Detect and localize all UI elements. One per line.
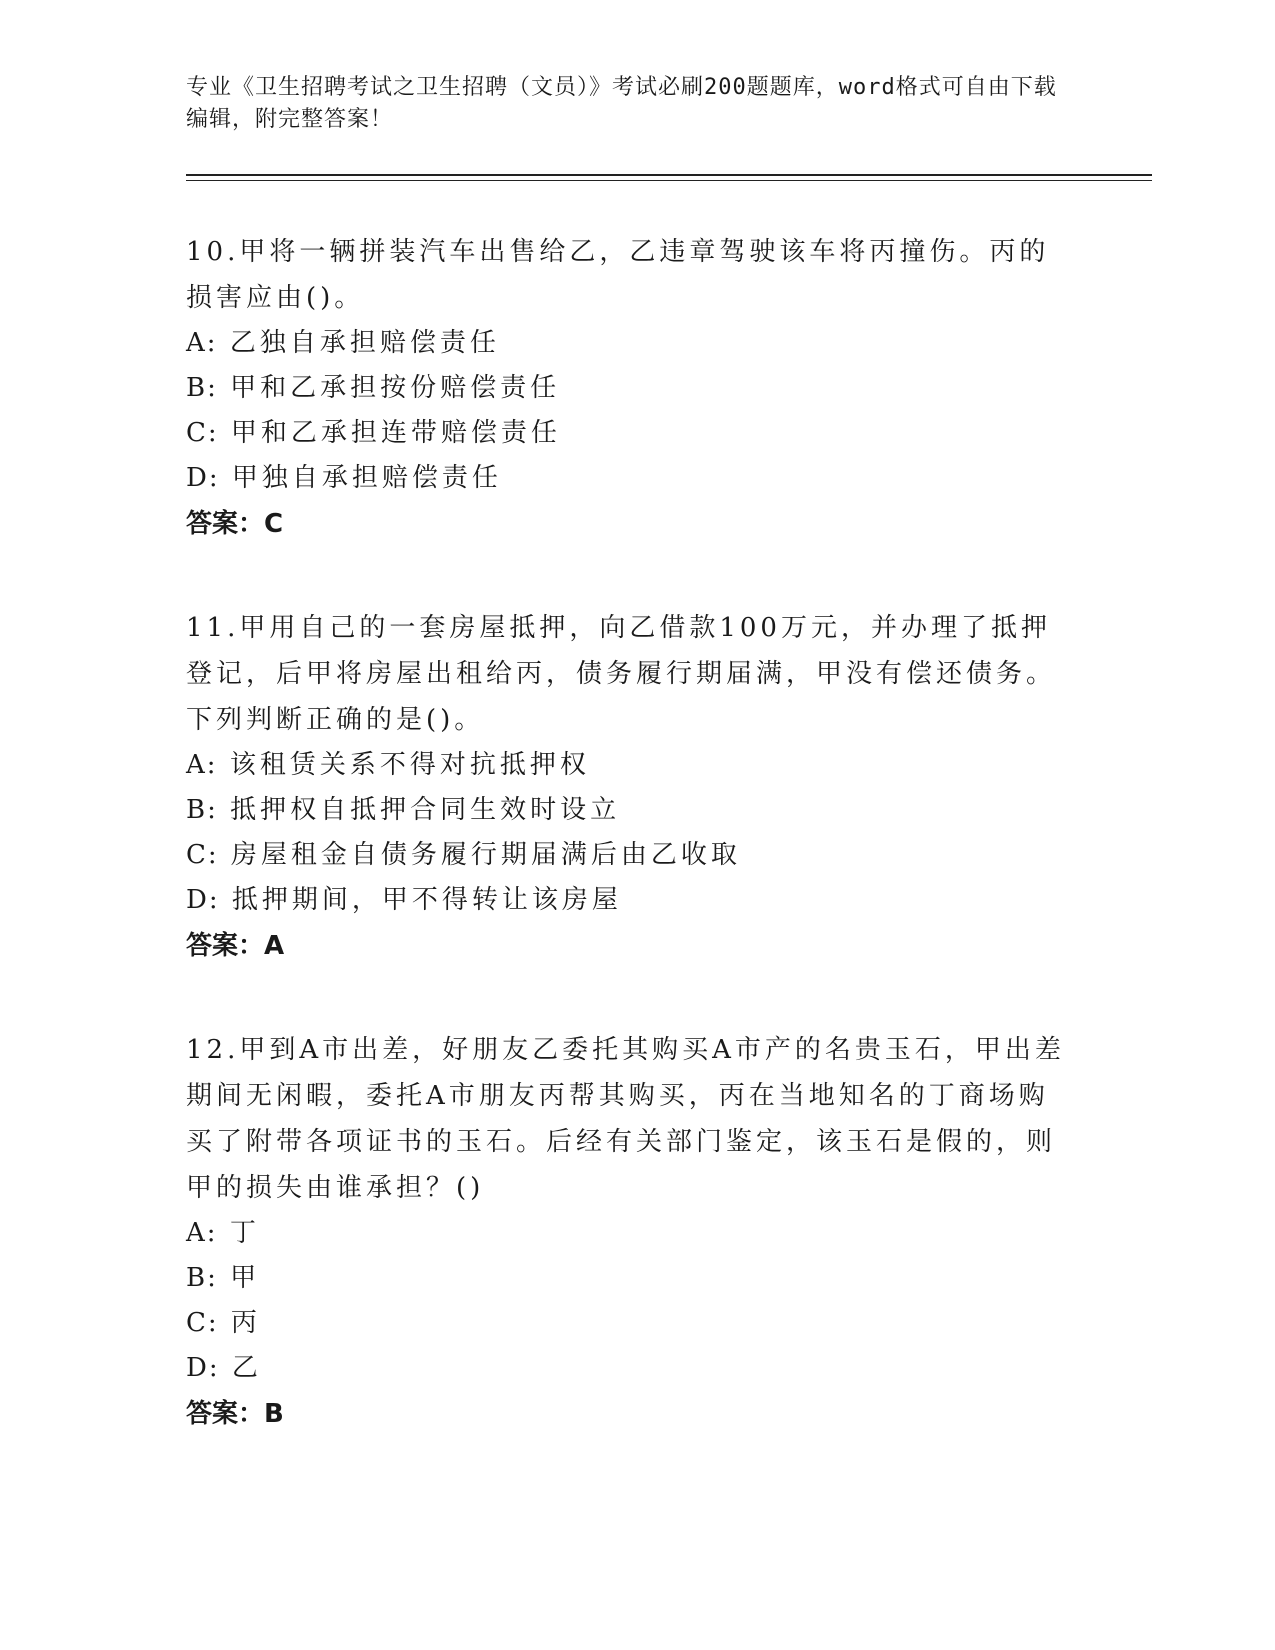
option-text: 甲和乙承担按份赔偿责任 [230,373,561,403]
option-key: B: [186,373,218,403]
answer-line: 答案：A [186,931,285,961]
option-d [186,878,1146,923]
option-text: 甲独自承担赔偿责任 [231,463,502,493]
question-12 [186,1027,1146,1437]
option-c [186,833,1146,878]
option-a [186,321,1146,366]
option-b [186,366,1146,411]
answer-line: 答案：B [186,1399,284,1429]
option-key: B: [186,1263,218,1293]
rule-line-top [186,174,1152,176]
question-10 [186,229,1146,547]
option-text: 房屋租金自债务履行期届满后由乙收取 [230,840,741,870]
option-key: D: [186,463,220,493]
option-key: D: [186,1353,220,1383]
option-key: C: [186,840,219,870]
question-list [186,229,1146,1437]
question-stem: 12.甲到A市出差，好朋友乙委托其购买A市产的名贵玉石，甲出差期间无闲暇，委托A市朋友丙帮其购买，丙在当地知名的丁商场购买了附带各项证书的玉石。后经有关部门鉴定，该玉石是假的，则甲的损失由谁承担？() [186,1035,1065,1203]
question-stem: 11.甲用自己的一套房屋抵押，向乙借款100万元，并办理了抵押登记，后甲将房屋出租给丙，债务履行期届满，甲没有偿还债务。下列判断正确的是()。 [186,613,1057,735]
option-d [186,1346,1146,1391]
option-text: 抵押权自抵押合同生效时设立 [230,795,621,825]
option-c [186,1301,1146,1346]
option-text: 乙 [231,1353,262,1383]
option-text: 该租赁关系不得对抗抵押权 [229,750,590,780]
header-double-rule [186,174,1152,181]
question-stem: 10.甲将一辆拼装汽车出售给乙，乙违章驾驶该车将丙撞伤。丙的损害应由()。 [186,237,1050,313]
option-key: C: [186,418,219,448]
option-a [186,743,1146,788]
option-text: 抵押期间，甲不得转让该房屋 [231,885,622,915]
option-key: A: [186,328,218,358]
option-c [186,411,1146,456]
option-text: 甲和乙承担连带赔偿责任 [230,418,561,448]
option-b [186,1256,1146,1301]
option-text: 甲 [230,1263,261,1293]
option-b [186,788,1146,833]
option-text: 丙 [230,1308,261,1338]
option-d [186,456,1146,501]
answer-line: 答案：C [186,509,284,539]
option-key: A: [186,1218,218,1248]
option-a [186,1211,1146,1256]
option-key: D: [186,885,220,915]
rule-line-bottom [186,180,1152,181]
document-page [186,72,1146,1437]
document-header: 专业《卫生招聘考试之卫生招聘（文员）》考试必刷200题题库，word格式可自由下载编辑，附完整答案！ [186,75,1057,132]
question-11 [186,605,1146,969]
option-key: B: [186,795,218,825]
option-key: C: [186,1308,219,1338]
option-text: 丁 [229,1218,260,1248]
option-key: A: [186,750,218,780]
option-text: 乙独自承担赔偿责任 [229,328,500,358]
